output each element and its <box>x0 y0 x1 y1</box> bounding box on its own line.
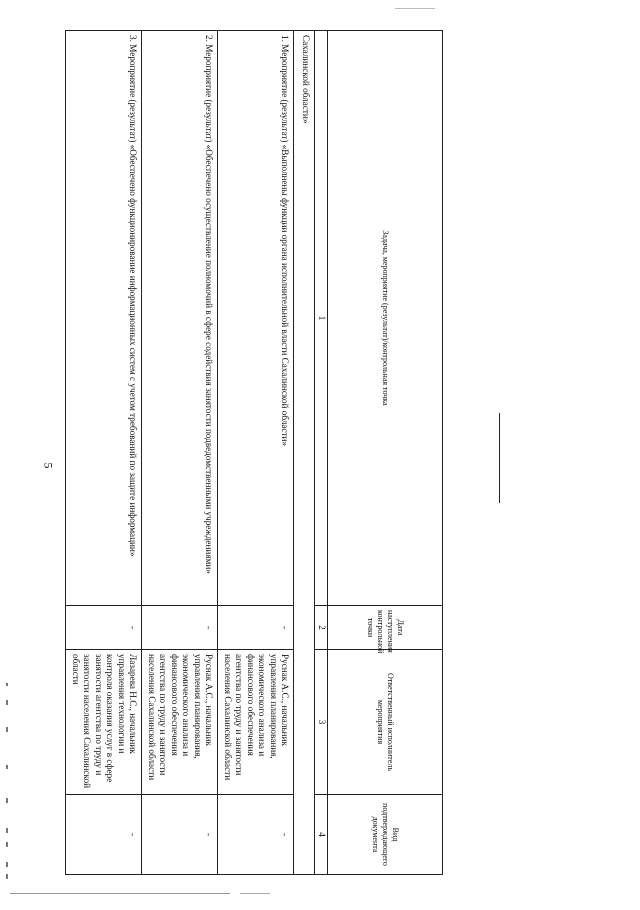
section-row <box>294 31 315 875</box>
scan-speck <box>6 862 8 867</box>
scan-edge-line <box>240 893 270 894</box>
scan-speck <box>6 798 8 803</box>
row-task: 1. Мероприятие (результат) «Выполнены функции органа исполнительной власти Сахалинской области» <box>218 31 294 606</box>
row-date: - <box>218 606 294 650</box>
row-date: - <box>66 606 142 650</box>
col-number-1: 1 <box>315 31 328 606</box>
row-executor: Руснак А.С., начальник управления планирования, экономического анализа и финансового обеспечения агентства по труду и занятости населения Сахалинской области <box>142 650 218 795</box>
row-date: - <box>142 606 218 650</box>
header-executor: Ответственный исполнитель мероприятия <box>328 650 443 795</box>
col-number-2: 2 <box>315 606 328 650</box>
section-title: Сахалинской области» <box>294 31 315 875</box>
page-number: 5 <box>41 462 56 469</box>
rotated-table-container <box>71 30 443 874</box>
table-row <box>142 31 218 875</box>
scan-speck <box>6 765 8 769</box>
scan-artifact-line <box>395 8 435 9</box>
control-points-table <box>66 30 444 875</box>
row-document: - <box>66 795 142 875</box>
row-executor: Лазарева Н.С., начальник управления технологии и контроля оказания услуг в сфере занятости агентства по труду и занятости населения Сахалинской области <box>66 650 142 795</box>
col-number-4: 4 <box>315 795 328 875</box>
scan-speck <box>6 700 8 705</box>
scan-speck <box>6 842 8 847</box>
row-executor: Руснак А.С., начальник управления планирования, экономического анализа и финансового обеспечения агентства по труду и занятости населения Сахалинской области <box>218 650 294 795</box>
signature-line <box>499 413 500 503</box>
row-document: - <box>142 795 218 875</box>
col-number-3: 3 <box>315 650 328 795</box>
row-document: - <box>218 795 294 875</box>
table-row <box>66 31 142 875</box>
scan-speck <box>6 683 8 686</box>
table-header-row <box>328 31 443 875</box>
row-task: 2. Мероприятие (результат) «Обеспечено осуществление полномочий в сфере содействия занятости подведомственными учреждениями» <box>142 31 218 606</box>
scan-speck <box>6 874 8 879</box>
scan-speck <box>6 828 8 833</box>
header-document: Вид подтверждающего документа <box>328 795 443 875</box>
header-task: Задача, мероприятие (результат)/контрольная точка <box>328 31 443 606</box>
table-row <box>218 31 294 875</box>
header-date: Дата наступления контрольной точки <box>328 606 443 650</box>
scan-speck <box>6 727 8 732</box>
scan-edge-line <box>10 893 230 894</box>
column-number-row <box>315 31 328 875</box>
row-task: 3. Мероприятие (результат) «Обеспечено функционирование информационных систем с учетом требований по защите информации» <box>66 31 142 606</box>
